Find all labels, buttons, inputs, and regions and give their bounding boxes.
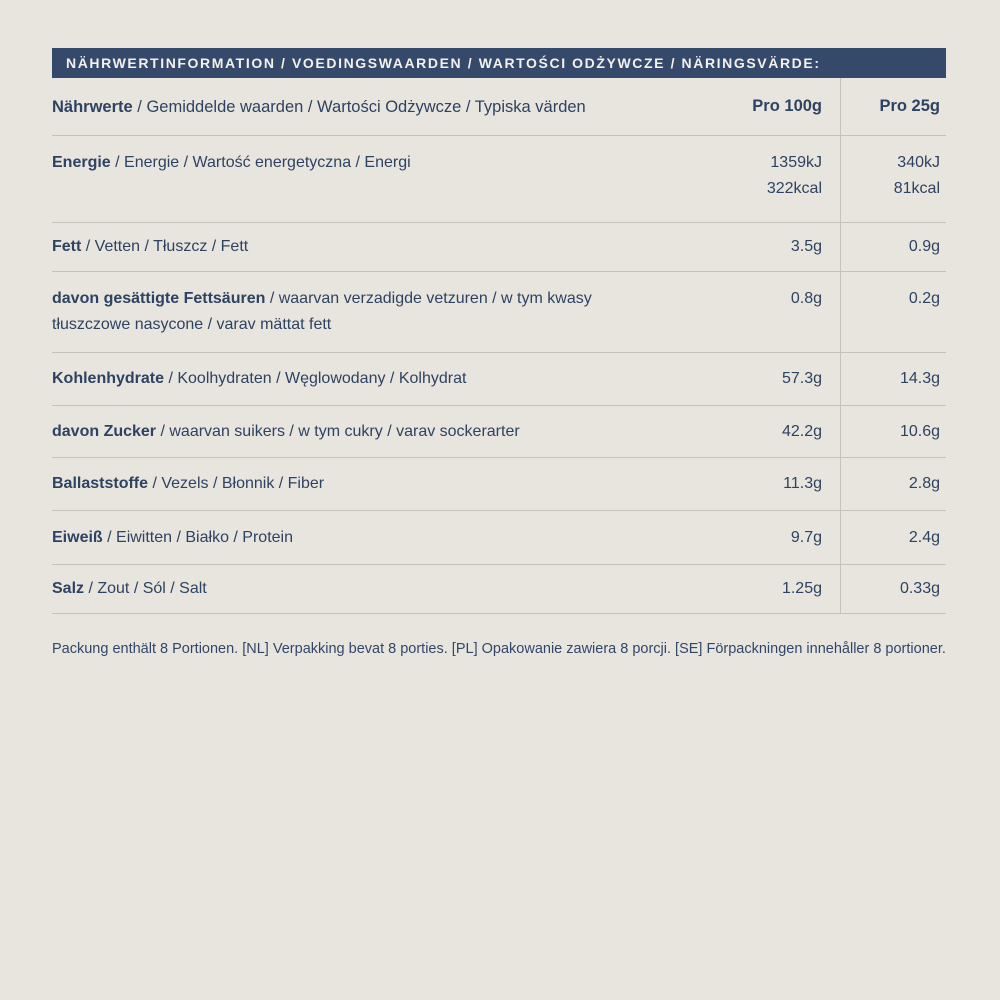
row-label-translations: / Vezels / Błonnik / Fiber <box>148 475 325 492</box>
energy-kj-per-100g: 1359kJ <box>770 154 822 171</box>
value-per-25g: 2.4g <box>908 528 940 546</box>
header-label-bold: Nährwerte <box>52 97 133 116</box>
value-per-25g: 0.33g <box>899 580 940 597</box>
row-label-bold: davon gesättigte Fettsäuren <box>52 290 266 307</box>
row-label <box>52 150 680 222</box>
value-per-100g: 11.3g <box>783 475 822 492</box>
energy-kj-per-25g: 340kJ <box>897 154 940 171</box>
row-label-translations: / Energie / Wartość energetyczna / Energi <box>110 154 411 171</box>
value-per-25g: 10.6g <box>899 422 940 440</box>
row-label-translations: / Eiwitten / Białko / Protein <box>102 528 293 546</box>
row-label <box>52 286 680 352</box>
value-per-100g: 57.3g <box>781 370 822 387</box>
row-label-translations: / waarvan verzadigde vetzuren / w tym kwasy tłuszczowe nasycone / varav mättat fett <box>52 290 592 333</box>
header-label <box>52 94 680 120</box>
nutrition-table <box>52 78 946 614</box>
value-per-100g: 0.8g <box>790 290 822 307</box>
row-label-bold: davon Zucker <box>52 422 157 440</box>
servings-note: Packung enthält 8 Portionen. [NL] Verpakking bevat 8 porties. [PL] Opakowanie zawiera 8 porcji. [SE] Förpackningen innehåller 8 portioner. <box>52 641 946 657</box>
panel-title-bar: NÄHRWERTINFORMATION / VOEDINGSWAARDEN / WARTOŚCI ODŻYWCZE / NÄRINGSVÄRDE: <box>52 48 946 78</box>
value-per-100g <box>680 150 840 222</box>
value-per-100g: 9.7g <box>790 528 822 546</box>
column-header-per-25g: Pro 25g <box>879 97 940 115</box>
table-row-protein <box>52 510 946 564</box>
row-label-translations: / Koolhydraten / Węglowodany / Kolhydrat <box>164 370 467 387</box>
row-label-translations: / Zout / Sól / Salt <box>84 580 207 597</box>
table-row-salt <box>52 564 946 613</box>
nutrition-information-panel <box>52 48 946 657</box>
value-per-100g: 42.2g <box>781 422 822 440</box>
table-row-fiber <box>52 457 946 510</box>
energy-kcal-per-100g: 322kcal <box>766 180 822 197</box>
row-label-bold: Kohlenhydrate <box>52 370 165 387</box>
row-label <box>52 525 680 551</box>
row-label <box>52 234 680 260</box>
value-per-25g: 0.2g <box>908 290 940 307</box>
row-label <box>52 419 680 445</box>
row-label-bold: Ballaststoffe <box>52 475 149 492</box>
value-per-25g <box>840 150 946 222</box>
row-label-bold: Energie <box>52 154 111 171</box>
column-divider-line <box>840 78 841 613</box>
row-label <box>52 471 680 497</box>
table-row-carbohydrate <box>52 352 946 405</box>
row-label-translations: / waarvan suikers / w tym cukry / varav sockerarter <box>156 422 520 440</box>
table-header-row <box>52 78 946 135</box>
table-row-energy <box>52 135 946 222</box>
table-row-saturated-fat <box>52 271 946 352</box>
value-per-100g: 3.5g <box>790 238 822 255</box>
value-per-25g: 2.8g <box>908 475 940 492</box>
row-label <box>52 576 680 602</box>
row-label-bold: Salz <box>52 580 85 597</box>
header-label-translations: / Gemiddelde waarden / Wartości Odżywcze / Typiska värden <box>132 97 586 116</box>
row-label-translations: / Vetten / Tłuszcz / Fett <box>81 238 249 255</box>
column-header-per-100g: Pro 100g <box>752 97 822 115</box>
table-row-fat <box>52 222 946 271</box>
row-label-bold: Eiweiß <box>52 528 103 546</box>
value-per-25g: 0.9g <box>908 238 940 255</box>
energy-kcal-per-25g: 81kcal <box>893 180 940 197</box>
row-label-bold: Fett <box>52 238 82 255</box>
row-label <box>52 366 680 392</box>
value-per-100g: 1.25g <box>781 580 822 597</box>
value-per-25g: 14.3g <box>899 370 940 387</box>
table-row-sugars <box>52 405 946 457</box>
